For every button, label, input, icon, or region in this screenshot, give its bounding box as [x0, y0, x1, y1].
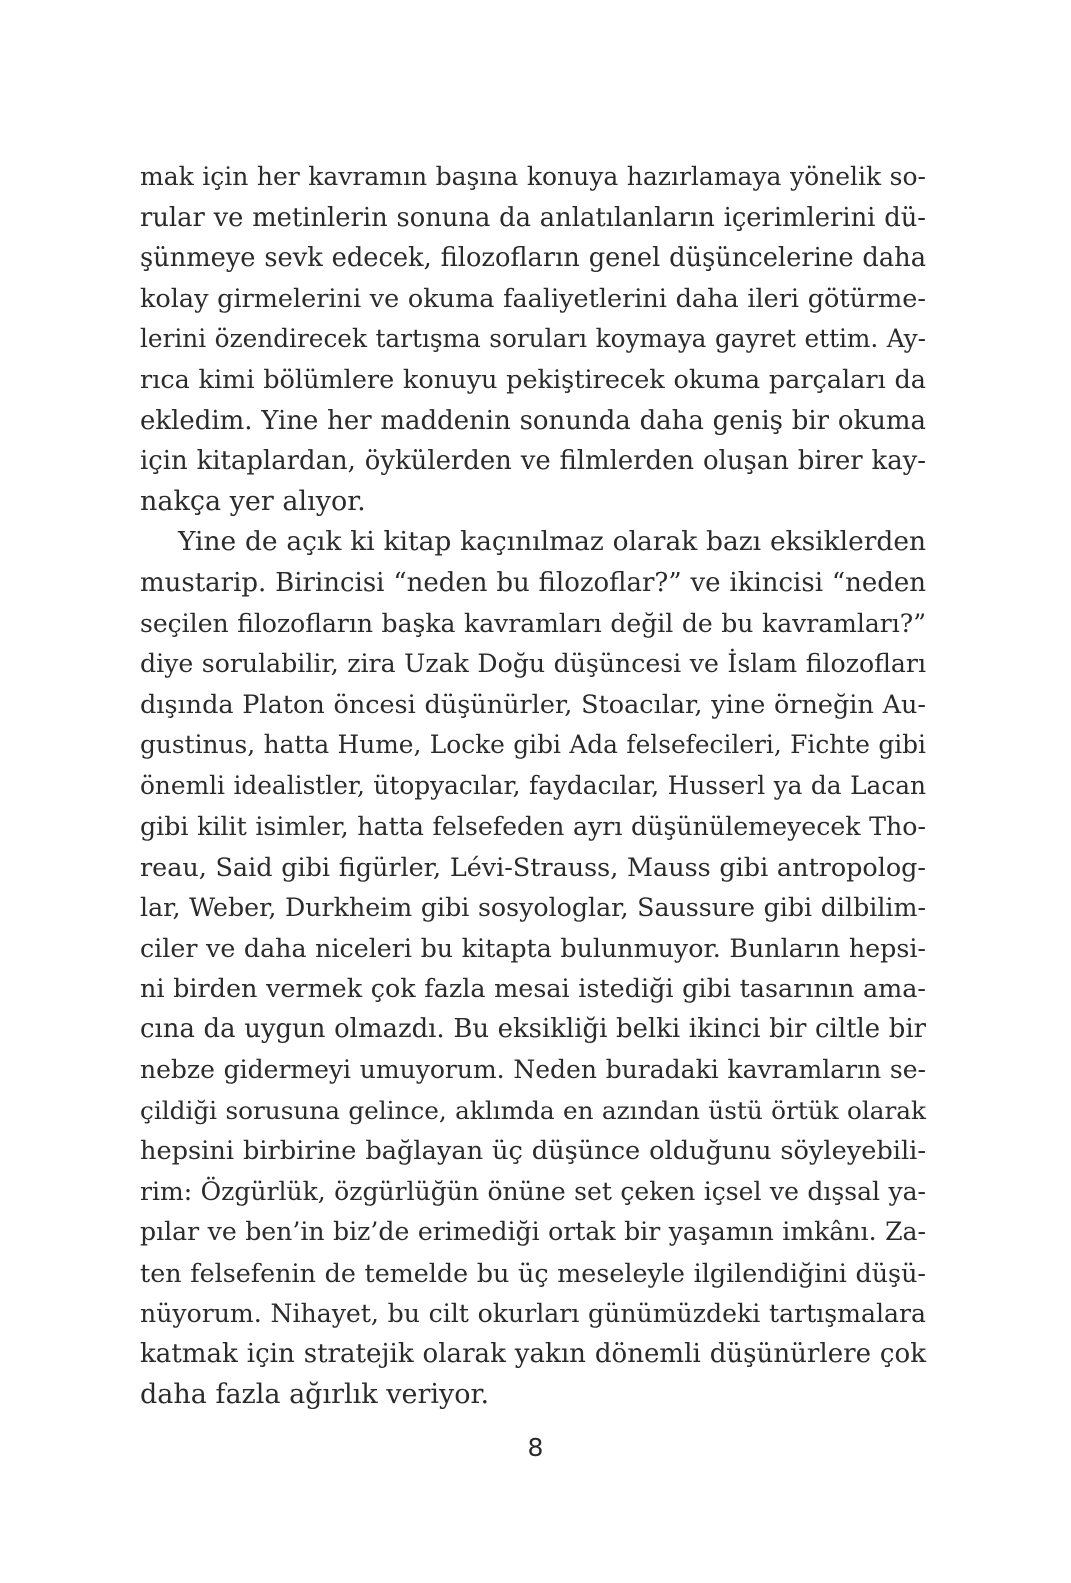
text-line: lar, Weber, Durkheim gibi sosyologlar, Saussure gibi dilbilim- [140, 892, 926, 922]
text-line: reau, Said gibi figürler, Lévi-Strauss, Mauss gibi antropolog- [140, 852, 926, 883]
text-line: cına da uygun olmazdı. Bu eksikliği belki ikinci bir ciltle bir [140, 1014, 926, 1045]
text-line: nüyorum. Nihayet, bu cilt okurları günümüzdeki tartışmalara [140, 1298, 926, 1328]
text-line: katmak için stratejik olarak yakın dönemli düşünürlere çok [140, 1339, 926, 1370]
text-line: ciler ve daha niceleri bu kitapta bulunmuyor. Bunların hepsi- [140, 933, 926, 964]
text-line: mak için her kavramın başına konuya hazırlamaya yönelik so- [140, 162, 926, 191]
text-line: diye sorulabilir, zira Uzak Doğu düşüncesi ve İslam filozofları [140, 649, 926, 679]
text-line: gibi kilit isimler, hatta felsefeden ayrı düşünülemeyecek Tho- [140, 811, 926, 841]
text-line: için kitaplardan, öykülerden ve filmlerden oluşan birer kay- [140, 446, 926, 477]
text-line: mustarip. Birincisi “neden bu filozoflar?” ve ikincisi “neden [140, 567, 926, 598]
text-line: seçilen filozofların başka kavramları değil de bu kavramları?” [140, 608, 926, 638]
text-line: dışında Platon öncesi düşünürler, Stoacılar, yine örneğin Au- [140, 689, 926, 720]
text-line: önemli idealistler, ütopyacılar, faydacılar, Husserl ya da Lacan [140, 770, 926, 800]
text-line: şünmeye sevk edecek, filozofların genel düşüncelerine daha [140, 243, 926, 274]
paragraph-2 [140, 522, 926, 1415]
text-line: ten felsefenin de temelde bu üç meseleyle ilgilendiğini düşü- [140, 1258, 926, 1289]
paragraph-1 [140, 157, 926, 522]
text-line: ni birden vermek çok fazla mesai istediği gibi tasarının ama- [140, 973, 926, 1004]
text-line: hepsini birbirine bağlayan üç düşünce olduğunu söyleyebili- [140, 1136, 926, 1167]
text-line: kolay girmelerini ve okuma faaliyetlerini daha ileri götürme- [140, 283, 926, 314]
text-line: rıca kimi bölümlere konuyu pekiştirecek okuma parçaları da [140, 364, 926, 395]
body-text [140, 157, 926, 1415]
text-line: daha fazla ağırlık veriyor. [140, 1378, 490, 1410]
text-line: gustinus, hatta Hume, Locke gibi Ada felsefecileri, Fichte gibi [140, 730, 926, 760]
text-line: rim: Özgürlük, özgürlüğün önüne set çeken içsel ve dışsal ya- [140, 1176, 926, 1206]
page-number: 8 [527, 1433, 544, 1462]
text-line: lerini özendirecek tartışma soruları koymaya gayret ettim. Ay- [140, 324, 926, 354]
text-line: Yine de açık ki kitap kaçınılmaz olarak bazı eksiklerden [178, 526, 926, 558]
text-line: çildiği sorusuna gelince, aklımda en azından üstü örtük olarak [140, 1095, 926, 1125]
text-line: nebze gidermeyi umuyorum. Neden buradaki kavramların se- [140, 1055, 926, 1085]
text-line: ekledim. Yine her maddenin sonunda daha geniş bir okuma [140, 405, 926, 436]
text-line: rular ve metinlerin sonuna da anlatılanların içerimlerini dü- [140, 202, 926, 233]
text-line: pılar ve ben’in biz’de erimediği ortak bir yaşamın imkânı. Za- [140, 1217, 926, 1247]
text-line: nakça yer alıyor. [140, 485, 366, 517]
